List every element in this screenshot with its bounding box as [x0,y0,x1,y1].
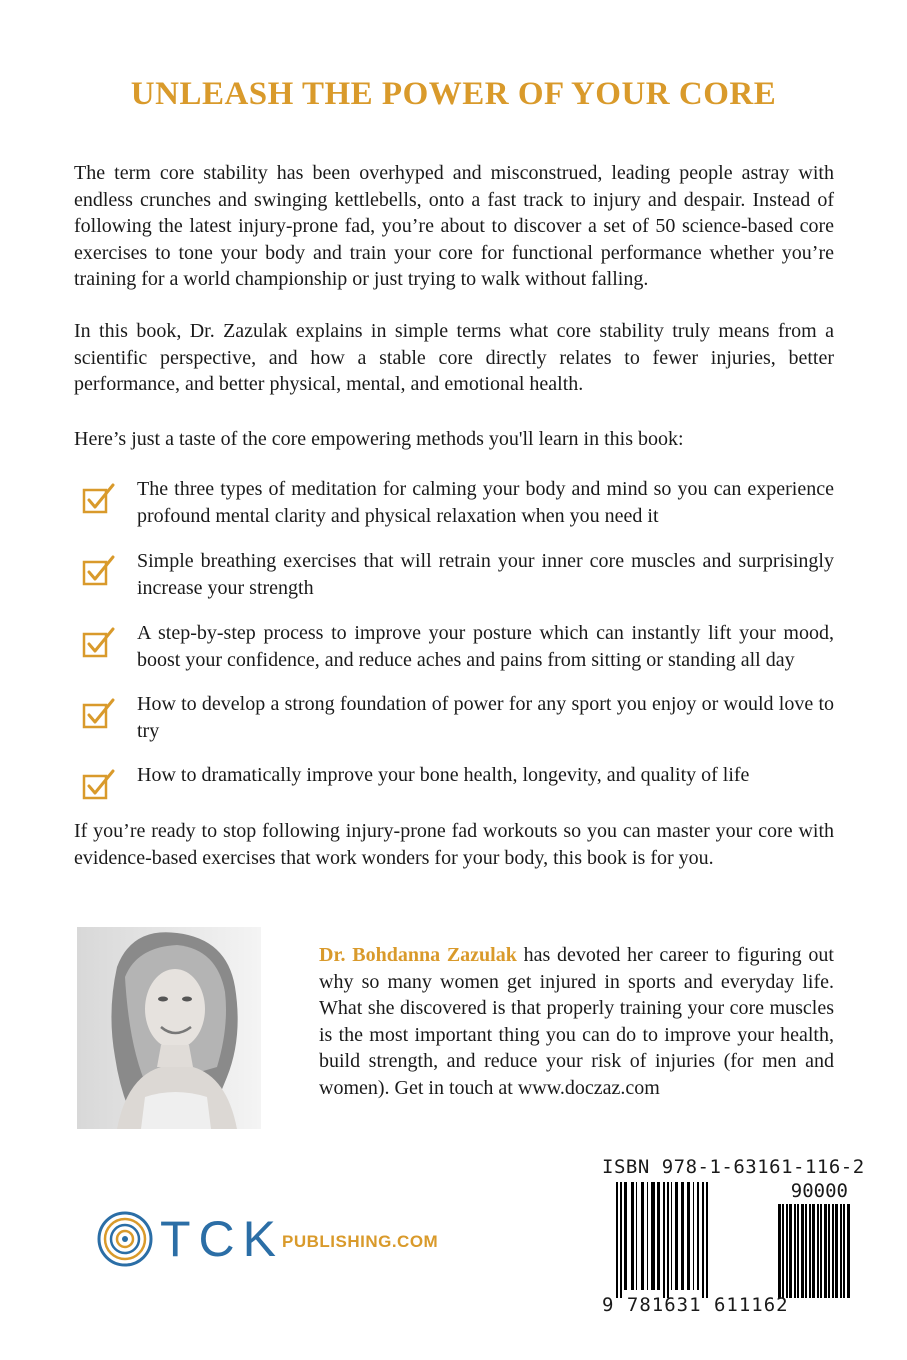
list-item-text: Simple breathing exercises that will retrain your inner core muscles and surprisingly increase your strength [137,550,834,599]
barcode-bar [697,1182,699,1290]
checkbox-check-icon [82,626,116,658]
isbn-label: ISBN 978-1-63161-116-2 [602,1156,865,1178]
list-item [82,762,749,789]
author-bio [319,942,834,1101]
isbn-barcode [602,1156,865,1318]
barcode-addon-bar [847,1204,850,1298]
barcode-addon-bar [832,1204,834,1298]
checkbox-check-icon [82,482,116,514]
barcode-bar [681,1182,684,1290]
taste-paragraph: Here’s just a taste of the core empowering methods you'll learn in this book: [74,428,684,450]
barcode-bar [651,1182,655,1290]
barcode-addon-bar [797,1204,799,1298]
explain-paragraph: In this book, Dr. Zazulak explains in simple terms what core stability truly means from a scientific perspective, and how a stable core directly relates to fewer injuries, better performance, and better physical, mental, and emotional health. [74,320,834,395]
publisher-logo [96,1210,456,1268]
barcode-addon-bar [794,1204,796,1298]
list-item [82,476,834,529]
publisher-logo-main: TCK [160,1211,284,1267]
barcode-addon-bar [801,1204,804,1298]
barcode-bar [693,1182,694,1290]
barcode-addon-bar [843,1204,845,1298]
barcode-bar [687,1182,690,1290]
list-item [82,691,834,744]
list-item-text: A step-by-step process to improve your posture which can instantly lift your mood, boost your confidence, and reduce aches and pains from sitting or standing all day [137,622,834,671]
barcode-addon-bar [782,1204,784,1298]
barcode-addon-bar [840,1204,842,1298]
barcode-bar [616,1182,618,1298]
barcode-bar [641,1182,644,1290]
barcode-bar [657,1182,660,1290]
barcode-addon-bar [817,1204,819,1298]
barcode-addon-bar [805,1204,807,1298]
author-bio-text: has devoted her career to figuring out why so many women get injured in sports and everyday life. What she discovered is that properly training your core muscles is the most important thing you can do to improve your health, build strength, and reduce your risk of injuries (for men and women). Get in touch at www.doczaz.com [319,944,834,1099]
barcode-addon-bar [835,1204,838,1298]
author-name: Dr. Bohdanna Zazulak [319,944,517,966]
list-item [82,620,834,673]
barcode-bar [671,1182,672,1290]
barcode-bar [624,1182,627,1290]
checkbox-check-icon [82,768,116,800]
barcode-bar [667,1182,669,1298]
intro-paragraph: The term core stability has been overhyped and misconstrued, leading people astray with endless crunches and swinging kettlebells, onto a fast track to injury and despair. Instead of following the latest injury-prone fad, you’re about to discover a set of 50 science-based core exercises to tone your body and train your core for functional performance whether you’re training for a world championship or just trying to walk without falling. [74,162,834,290]
spiral-logo-icon [96,1210,154,1268]
barcode-bar [702,1182,704,1298]
list-item-text: The three types of meditation for calming your body and mind so you can experience profound mental clarity and physical relaxation when you need it [137,478,834,527]
barcode-addon-bar [778,1204,781,1298]
barcode-addon-bar [824,1204,827,1298]
ean-digits: 9 781631 611162 [602,1294,789,1316]
barcode-addon-bar [789,1204,792,1298]
checkbox-check-icon [82,697,116,729]
checkbox-check-icon [82,554,116,586]
barcode-addon-bar [786,1204,788,1298]
barcode-addon-bar [820,1204,822,1298]
barcode-bar [675,1182,678,1290]
barcode-addon-bar [828,1204,830,1298]
publisher-logo-suffix: PUBLISHING.COM [282,1232,439,1251]
list-item-text: How to dramatically improve your bone health, longevity, and quality of life [137,764,750,786]
cover-title: UNLEASH THE POWER OF YOUR CORE [130,76,777,112]
barcode-bar [706,1182,708,1298]
barcode-bar [663,1182,665,1298]
barcode-bar [620,1182,622,1298]
closing-paragraph: If you’re ready to stop following injury-prone fad workouts so you can master your core with evidence-based exercises that work wonders for your body, this book is for you. [74,820,834,869]
list-item [82,548,834,601]
author-photo [77,927,261,1129]
price-code: 90000 [790,1180,848,1202]
barcode-bar [631,1182,634,1290]
barcode-bar [647,1182,648,1290]
barcode-bar [636,1182,637,1290]
barcode-addon-bar [812,1204,815,1298]
barcode-addon-bar [809,1204,811,1298]
list-item-text: How to develop a strong foundation of power for any sport you enjoy or would love to try [137,693,834,742]
